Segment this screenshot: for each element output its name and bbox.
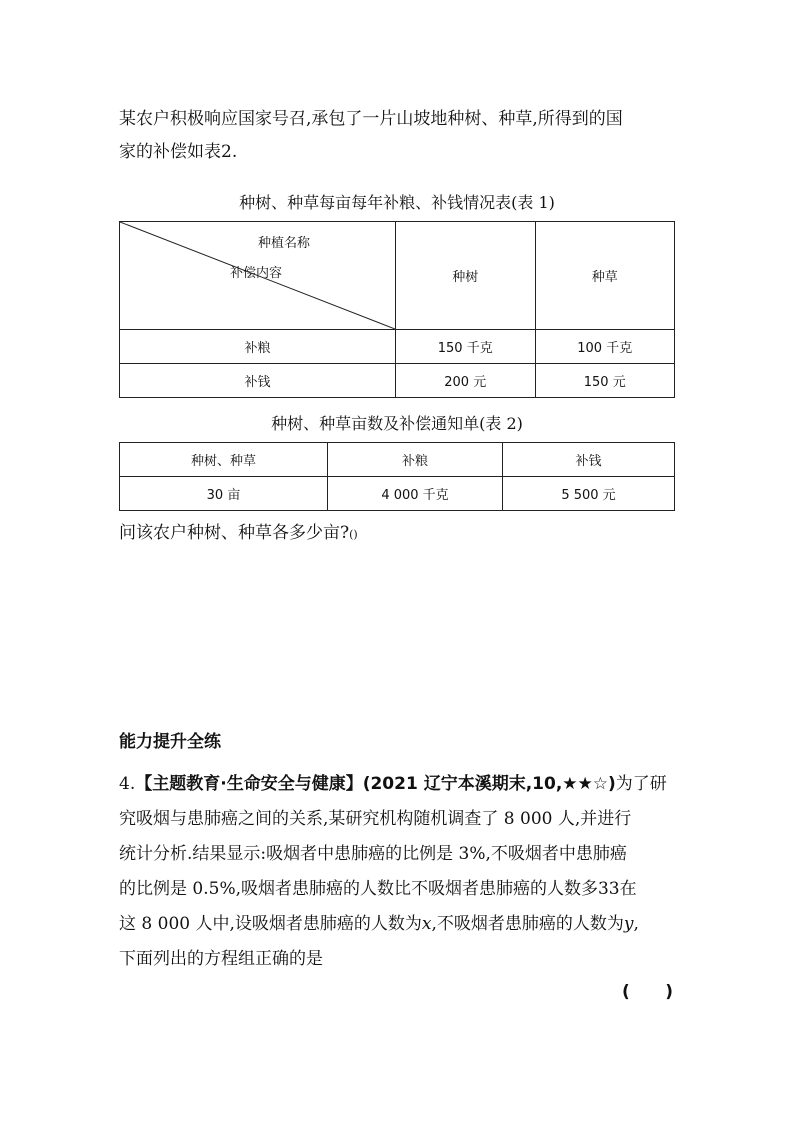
diagonal-header-cell <box>120 222 396 330</box>
intro-paragraph <box>119 103 679 169</box>
question-source: (2021 辽宁本溪期末,10,★★☆) <box>362 774 616 794</box>
intro-line-1: 某农户积极响应国家号召,承包了一片山坡地种树、种草,所得到的国 <box>119 109 623 129</box>
table-cell: 100 千克 <box>535 330 675 364</box>
question-3-text: 问该农户种树、种草各多少亩? <box>119 523 350 543</box>
question-4-line-6: 下面列出的方程组正确的是 <box>119 949 323 969</box>
question-4-line-1 <box>119 767 679 802</box>
column-header: 种草 <box>535 222 675 330</box>
corner-label-bottom: 补偿内容 <box>230 266 283 281</box>
question-4-text: , <box>633 914 639 934</box>
question-3 <box>119 518 679 550</box>
column-header: 种树 <box>396 222 536 330</box>
table-row <box>120 443 675 477</box>
question-number: 4. <box>119 774 136 794</box>
variable-x: x <box>421 914 432 934</box>
notification-table <box>119 442 675 511</box>
question-4 <box>119 767 679 977</box>
subsidy-rate-table <box>119 221 675 398</box>
table-cell: 4 000 千克 <box>328 477 503 511</box>
question-4-text: ,不吸烟者患肺癌的人数为 <box>431 914 624 934</box>
corner-label-top: 种植名称 <box>258 236 311 251</box>
table-cell: 150 千克 <box>396 330 536 364</box>
table-cell: 150 元 <box>535 364 675 398</box>
question-4-text: 为了研 <box>615 774 667 794</box>
column-header: 补粮 <box>328 443 503 477</box>
table1-caption: 种树、种草每亩每年补粮、补钱情况表(表 1) <box>239 193 555 212</box>
question-4-line-3: 统计分析.结果显示:吸烟者中患肺癌的比例是 3%,不吸烟者中患肺癌 <box>119 844 627 864</box>
question-4-line-2: 究吸烟与患肺癌之间的关系,某研究机构随机调查了 8 000 人,并进行 <box>119 809 632 829</box>
table-cell: 5 500 元 <box>503 477 675 511</box>
topic-tag: 【主题教育·生命安全与健康】 <box>135 774 363 794</box>
table-row <box>120 330 675 364</box>
column-header: 种树、种草 <box>120 443 328 477</box>
table-cell: 30 亩 <box>120 477 328 511</box>
question-4-line-4: 的比例是 0.5%,吸烟者患肺癌的人数比不吸烟者患肺癌的人数多33在 <box>119 879 637 899</box>
question-3-paren: () <box>349 528 358 541</box>
question-4-line-5 <box>119 907 679 942</box>
table2-caption: 种树、种草亩数及补偿通知单(表 2) <box>271 414 523 433</box>
column-header: 补钱 <box>503 443 675 477</box>
row-label: 补粮 <box>120 330 396 364</box>
table-row <box>120 477 675 511</box>
table-row <box>120 364 675 398</box>
intro-line-2: 家的补偿如表2. <box>119 142 238 162</box>
question-4-text: 这 8 000 人中,设吸烟者患肺癌的人数为 <box>119 914 422 934</box>
table-row <box>120 222 675 330</box>
answer-blank[interactable]: ( ) <box>622 982 674 1002</box>
section-heading: 能力提升全练 <box>119 732 221 752</box>
variable-y: y <box>623 914 634 934</box>
table-cell: 200 元 <box>396 364 536 398</box>
row-label: 补钱 <box>120 364 396 398</box>
